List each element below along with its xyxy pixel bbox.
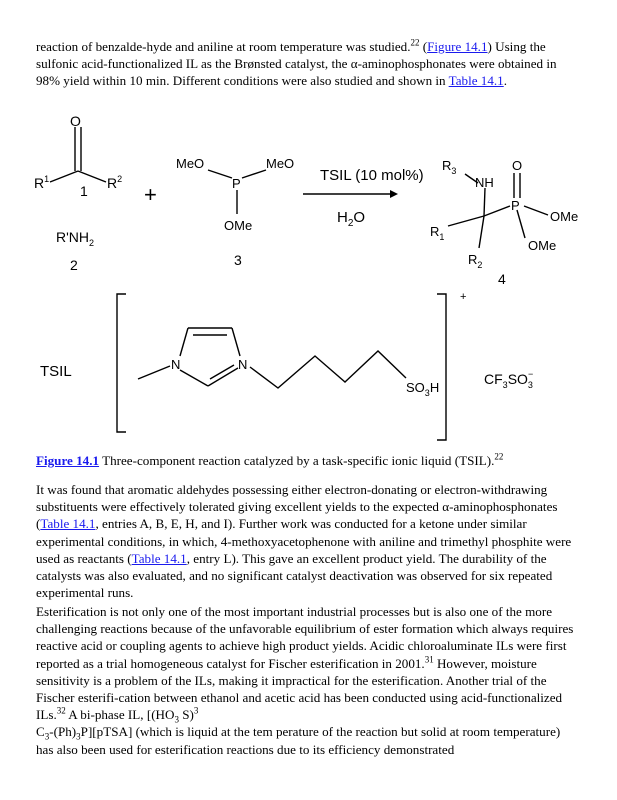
reference-31: 31 (424, 654, 434, 665)
carbonyl-oxygen: O (70, 113, 81, 129)
text-run: , entries A, B, E, H, and I). Further work was conducted for a ketone under similar experimental conditions, in which, 4-methoxyacetophenone with aniline and trimethyl phosphite were used as reactants ( (36, 516, 572, 566)
figure-caption-label[interactable]: Figure 14.1 (36, 453, 100, 468)
compound-number-3: 3 (234, 252, 242, 268)
methoxy-right: MeO (266, 156, 295, 171)
table-14-1-link[interactable]: Table 14.1 (448, 73, 504, 89)
subscript: 3 (76, 732, 81, 743)
imidazolium-nitrogen-2: N (238, 357, 248, 372)
imidazolium-nitrogen-1: N (171, 357, 181, 372)
product-r1: $R_1$ (430, 224, 445, 242)
text-run: S) (178, 707, 194, 723)
text-run: A bi-phase IL, [(HO (65, 707, 175, 723)
text-run: ) Using the sulfonic acid-functionalized IL as the Brønsted catalyst, the α-aminophosphonates were obtained in 98% yield within 10 min. Different conditions were also studied and shown in (36, 39, 557, 89)
product-amine-nh: NH (475, 175, 494, 190)
paragraph-intro (36, 38, 576, 90)
product-phosphorus: P (511, 198, 520, 213)
compound-number-4: 4 (498, 271, 506, 287)
arrow-head (390, 190, 398, 198)
substituent-r1: $R^1$ (34, 174, 50, 191)
catalyst-label: TSIL (10 mol%) (320, 167, 424, 184)
reaction-scheme-figure (0, 108, 617, 448)
product-r2: $R_2$ (468, 252, 483, 270)
figure-caption (36, 452, 596, 469)
paragraph-results (36, 481, 576, 601)
product-phosphoryl-oxygen: O (512, 158, 523, 173)
solvent-label: $H_2O$ (337, 209, 366, 229)
triflate-anion: $CF_3SO_3-$ (484, 369, 534, 390)
superscript: 3 (193, 705, 199, 716)
phosphorus-atom: P (232, 176, 241, 191)
text-run: reaction of benzalde-hyde and aniline at room temperature was studied. (36, 39, 411, 54)
text-run: P][pTSA] (which is liquid at the tem perature of the reaction but solid at room temperature) has also been used for esterification reactions due to its efficiency demonstrated (36, 724, 561, 757)
caption-text: Three-component reaction catalyzed by a task-specific ionic liquid (TSIL). (99, 453, 495, 468)
methoxy-bottom: OMe (224, 218, 253, 233)
reference-22: 22 (494, 451, 504, 462)
subscript: 3 (44, 732, 50, 743)
reference-32: 32 (56, 705, 66, 716)
plus-sign: + (144, 182, 157, 207)
scheme-bonds (50, 127, 548, 440)
text-run: C (36, 724, 45, 740)
amine-reagent: $R'NH_2$ (56, 229, 95, 248)
paragraph-esterification (36, 603, 576, 758)
tsil-label: TSIL (40, 363, 72, 380)
substituent-r2: $R^2$ (107, 174, 123, 191)
sulfonic-acid-group: $SO_3H$ (406, 380, 440, 398)
product-r3: $R_3$ (442, 158, 457, 176)
figure-14-1-link[interactable]: Figure 14.1 (427, 39, 488, 54)
cation-charge: + (460, 291, 467, 303)
subscript: 3 (174, 714, 179, 725)
text-run: It was found that aromatic aldehydes possessing either electron-donating or electron-withdrawing substituents were effectively tolerated giving excellent yields to the expected α-aminophosphonates ( (36, 482, 558, 532)
methoxy-left: MeO (176, 156, 205, 171)
text-run: Esterification is not only one of the most important industrial processes but is also one of the more challenging reactions because of the unfavorable equilibrium of ester formation which always requires reactive acid or coupling agents to achieve high product yields. Acidic chloroaluminate ILs were first reported as a trial homogeneous catalyst for Fischer esterification in 2001. (36, 604, 574, 671)
compound-number-2: 2 (70, 257, 78, 273)
text-run: -(Ph) (49, 724, 77, 740)
text-run: However, moisture sensitivity is a problem of the ILs, making it impractical for the esterification. Another trial of the Fischer esterifi-cation between ethanol and acetic acid has been conducted using acid-functionalized ILs. (36, 655, 563, 723)
table-14-1-link[interactable]: Table 14.1 (131, 550, 187, 566)
reference-22: 22 (410, 37, 420, 48)
compound-number-1: 1 (80, 183, 88, 199)
product-methoxy-1: OMe (550, 209, 579, 224)
text-run: ( (419, 39, 428, 54)
table-14-1-link[interactable]: Table 14.1 (40, 516, 96, 532)
text-run: . (503, 73, 508, 89)
product-methoxy-2: OMe (528, 238, 557, 253)
text-run: , entry L). This gave an excellent product yield. The durability of the catalysts was also evaluated, and no significant catalyst deactivation was observed for six repeated experimental runs. (36, 550, 553, 601)
